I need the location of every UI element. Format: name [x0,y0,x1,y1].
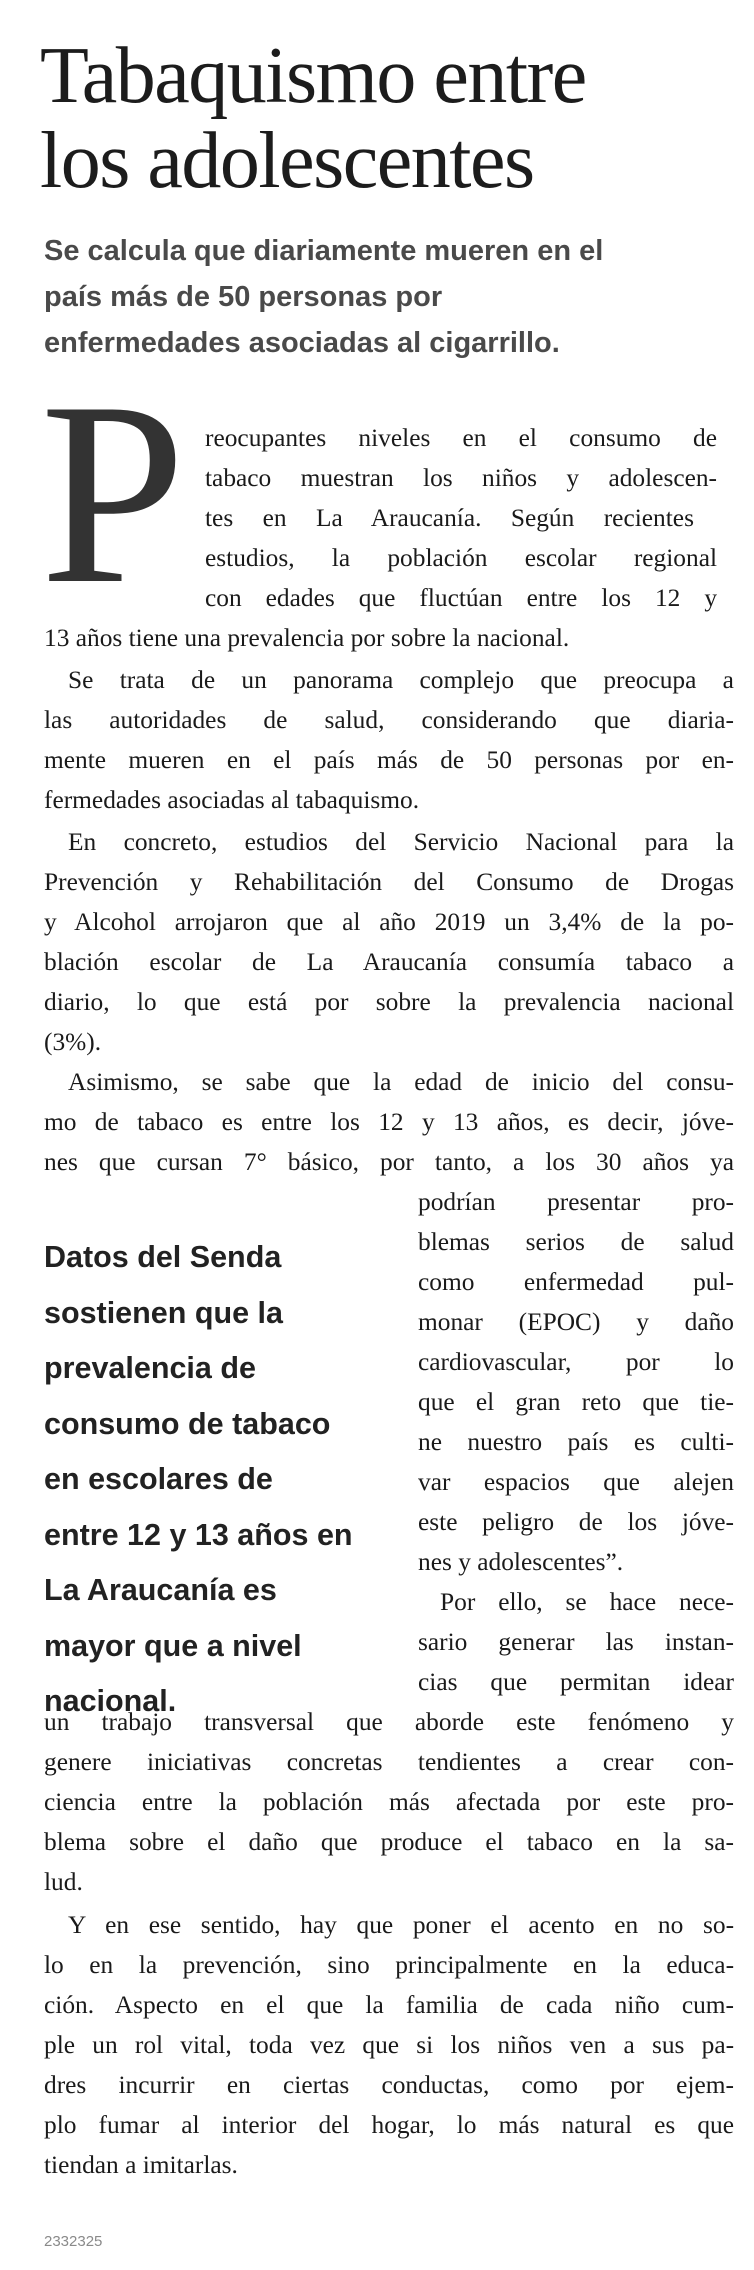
body-line: un trabajo transversal que aborde este fenómeno y [44,1708,734,1736]
body-line: mo de tabaco es entre los 12 y 13 años, es decir, jóve- [44,1108,735,1136]
body-line: tiendan a imitarlas. [44,2151,238,2179]
body-line: nes y adolescentes”. [418,1548,624,1576]
pull-quote-line-6: entre 12 y 13 años en [44,1517,353,1552]
body-line: nes que cursan 7° básico, por tanto, a los 30 años ya [44,1148,735,1176]
pull-quote-line-1: Datos del Senda [44,1240,282,1274]
body-line: tabaco muestran los niños y adolescen- [205,464,718,492]
body-line: Se trata de un panorama complejo que preocupa a [68,666,734,694]
body-line: las autoridades de salud, considerando que diaria- [44,706,734,734]
body-line: Y en ese sentido, hay que poner el acento en no so- [68,1911,735,1939]
body-line: var espacios que alejen [418,1468,734,1496]
footer-id: 2332325 [44,2233,103,2250]
body-line: y Alcohol arrojaron que al año 2019 un 3,4% de la po- [44,908,734,936]
body-line: tes en La Araucanía. Según recientes [205,504,694,532]
body-line: podrían presentar pro- [418,1188,735,1216]
body-line: ción. Aspecto en el que la familia de cada niño cum- [44,1991,734,2019]
body-line: este peligro de los jóve- [418,1508,734,1536]
body-line: Asimismo, se sabe que la edad de inicio del consu- [68,1068,734,1096]
body-line: blemas serios de salud [418,1228,734,1256]
pull-quote-line-3: prevalencia de [44,1351,256,1385]
body-line: ciencia entre la población más afectada por este pro- [44,1788,734,1816]
headline [40,34,740,204]
body-line: (3%). [44,1028,102,1056]
drop-cap: P [40,348,186,638]
body-line: sario generar las instan- [418,1628,734,1656]
pull-quote-line-8: mayor que a nivel [44,1628,302,1663]
body-line: monar (EPOC) y daño [418,1308,735,1336]
pull-quote-line-5: en escolares de [44,1462,273,1496]
body-line: plo fumar al interior del hogar, lo más natural es que [44,2111,735,2139]
pull-quote [44,1230,394,1730]
body-line: estudios, la población escolar regional [205,544,718,572]
subheadline-line-3: enfermedades asociadas al cigarrillo. [44,327,560,359]
body-line: fermedades asociadas al tabaquismo. [44,786,420,814]
body-line: ple un rol vital, toda vez que si los niños ven a sus pa- [44,2031,735,2059]
body-line: que el gran reto que tie- [418,1388,735,1416]
body-line: cardiovascular, por lo [418,1348,734,1376]
body-line: cias que permitan idear [418,1668,734,1696]
headline-line-1: Tabaquismo entre [40,32,586,120]
body-line: reocupantes niveles en el consumo de [205,424,717,452]
subheadline-line-1: Se calcula que diariamente mueren en el [44,235,604,267]
body-line: lo en la prevención, sino principalmente en la educa- [44,1951,735,1979]
body-line: con edades que fluctúan entre los 12 y [205,584,718,612]
body-line: En concreto, estudios del Servicio Nacional para la [68,828,734,856]
subheadline-line-2: país más de 50 personas por [44,281,443,313]
body-line: como enfermedad pul- [418,1268,734,1296]
body-line: dres incurrir en ciertas conductas, como por ejem- [44,2071,734,2099]
body-line: genere iniciativas concretas tendientes a crear con- [44,1748,734,1776]
subheadline [44,228,734,366]
body-line: 13 años tiene una prevalencia por sobre la nacional. [44,624,570,652]
body-line: diario, lo que está por sobre la prevalencia nacional [44,988,735,1016]
body-line: Prevención y Rehabilitación del Consumo de Drogas [44,868,734,896]
headline-line-2: los adolescentes [40,117,534,205]
body-line: lud. [44,1868,83,1896]
pull-quote-line-7: La Araucanía es [44,1573,277,1607]
body-line: Por ello, se hace nece- [440,1588,734,1616]
pull-quote-line-2: sostienen que la [44,1295,283,1330]
body-line: blación escolar de La Araucanía consumía tabaco a [44,948,735,976]
pull-quote-line-4: consumo de tabaco [44,1406,331,1441]
body-line: mente mueren en el país más de 50 personas por en- [44,746,735,774]
pull-quote-line-9: nacional. [44,1684,177,1718]
body-line: ne nuestro país es culti- [418,1428,734,1456]
body-line: blema sobre el daño que produce el tabaco en la sa- [44,1828,734,1856]
